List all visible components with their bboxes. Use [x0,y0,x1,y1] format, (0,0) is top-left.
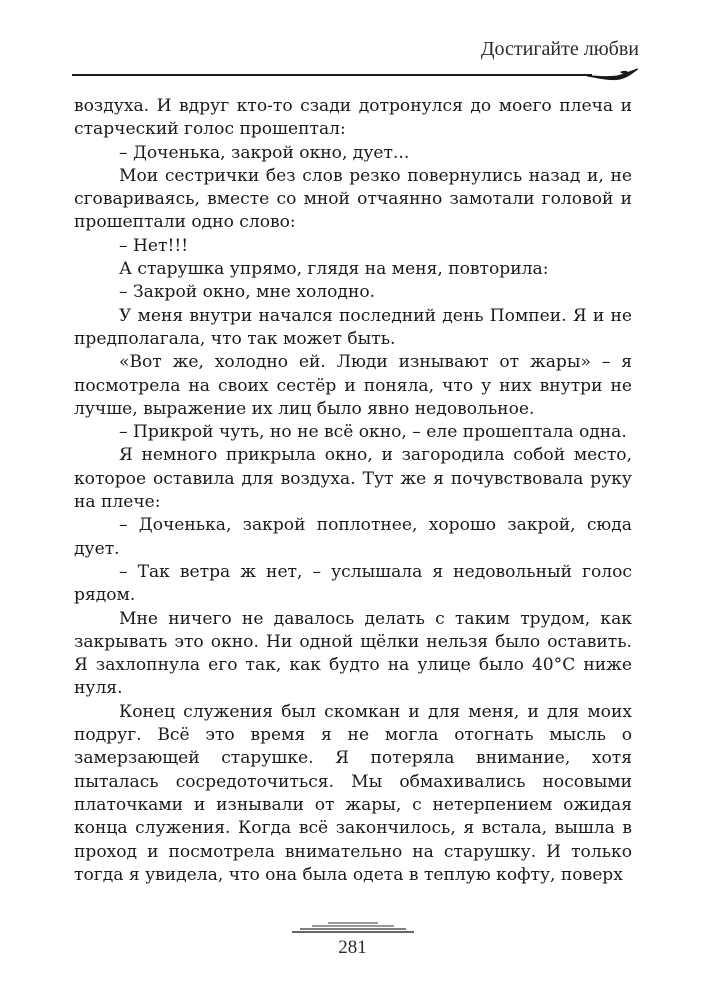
paragraph: Мои сестрички без слов резко повернулись назад и, не сговариваясь, вместе со мной отчаянно замотали головой и прошептали одно слово: [74,165,632,233]
page-number: 281 [338,937,367,958]
footer-ornament [292,920,414,936]
paragraph: воздуха. И вдруг кто-то сзади дотронулся до моего плеча и старческий голос прошептал: [74,96,632,140]
paragraph: Конец служения был скомкан и для меня, и для моих подруг. Всё это время я не могла отогнать мысль о замерзающей старушке. Я потеряла внимание, хотя пыталась сосредоточиться. Мы обмахивались носовыми платочками и изнывали от жары, с нетерпением ожидая конца служения. Когда всё закончилось, я встала, вышла в проход и посмотрела внимательно на старушку. И только тогда я увидела, что она была одета в теплую кофту, поверх [74,701,632,885]
paragraph: А старушка упрямо, глядя на меня, повторила: [119,259,549,280]
paragraph: – Так ветра ж нет, – услышала я недовольный голос рядом. [74,561,632,606]
paragraph: – Закрой окно, мне холодно. [119,282,376,303]
paragraph: У меня внутри начался последний день Помпеи. Я и не предполагала, что так может быть. [74,305,632,349]
header-ornament-rule [72,67,638,81]
paragraph: «Вот же, холодно ей. Люди изнывают от жары» – я посмотрела на своих сестёр и поняла, что у них внутри не лучше, выражение их лиц было явно недовольное. [74,352,632,419]
paragraph: – Нет!!! [119,235,189,256]
body-text [74,95,632,887]
paragraph: – Доченька, закрой поплотнее, хорошо закрой, сюда дует. [74,515,632,559]
running-header-title: Достигайте любви [480,38,639,60]
paragraph: Мне ничего не давалось делать с таким трудом, как закрывать это окно. Ни одной щёлки нельзя было оставить. Я захлопнула его так, как будто на улице было 40°С ниже нуля. [74,608,632,699]
paragraph: – Прикрой чуть, но не всё окно, – еле прошептала одна. [119,422,627,443]
paragraph: – Доченька, закрой окно, дует... [119,142,410,163]
paragraph: Я немного прикрыла окно, и загородила собой место, которое оставила для воздуха. Тут же я почувствовала руку на плече: [74,445,632,513]
